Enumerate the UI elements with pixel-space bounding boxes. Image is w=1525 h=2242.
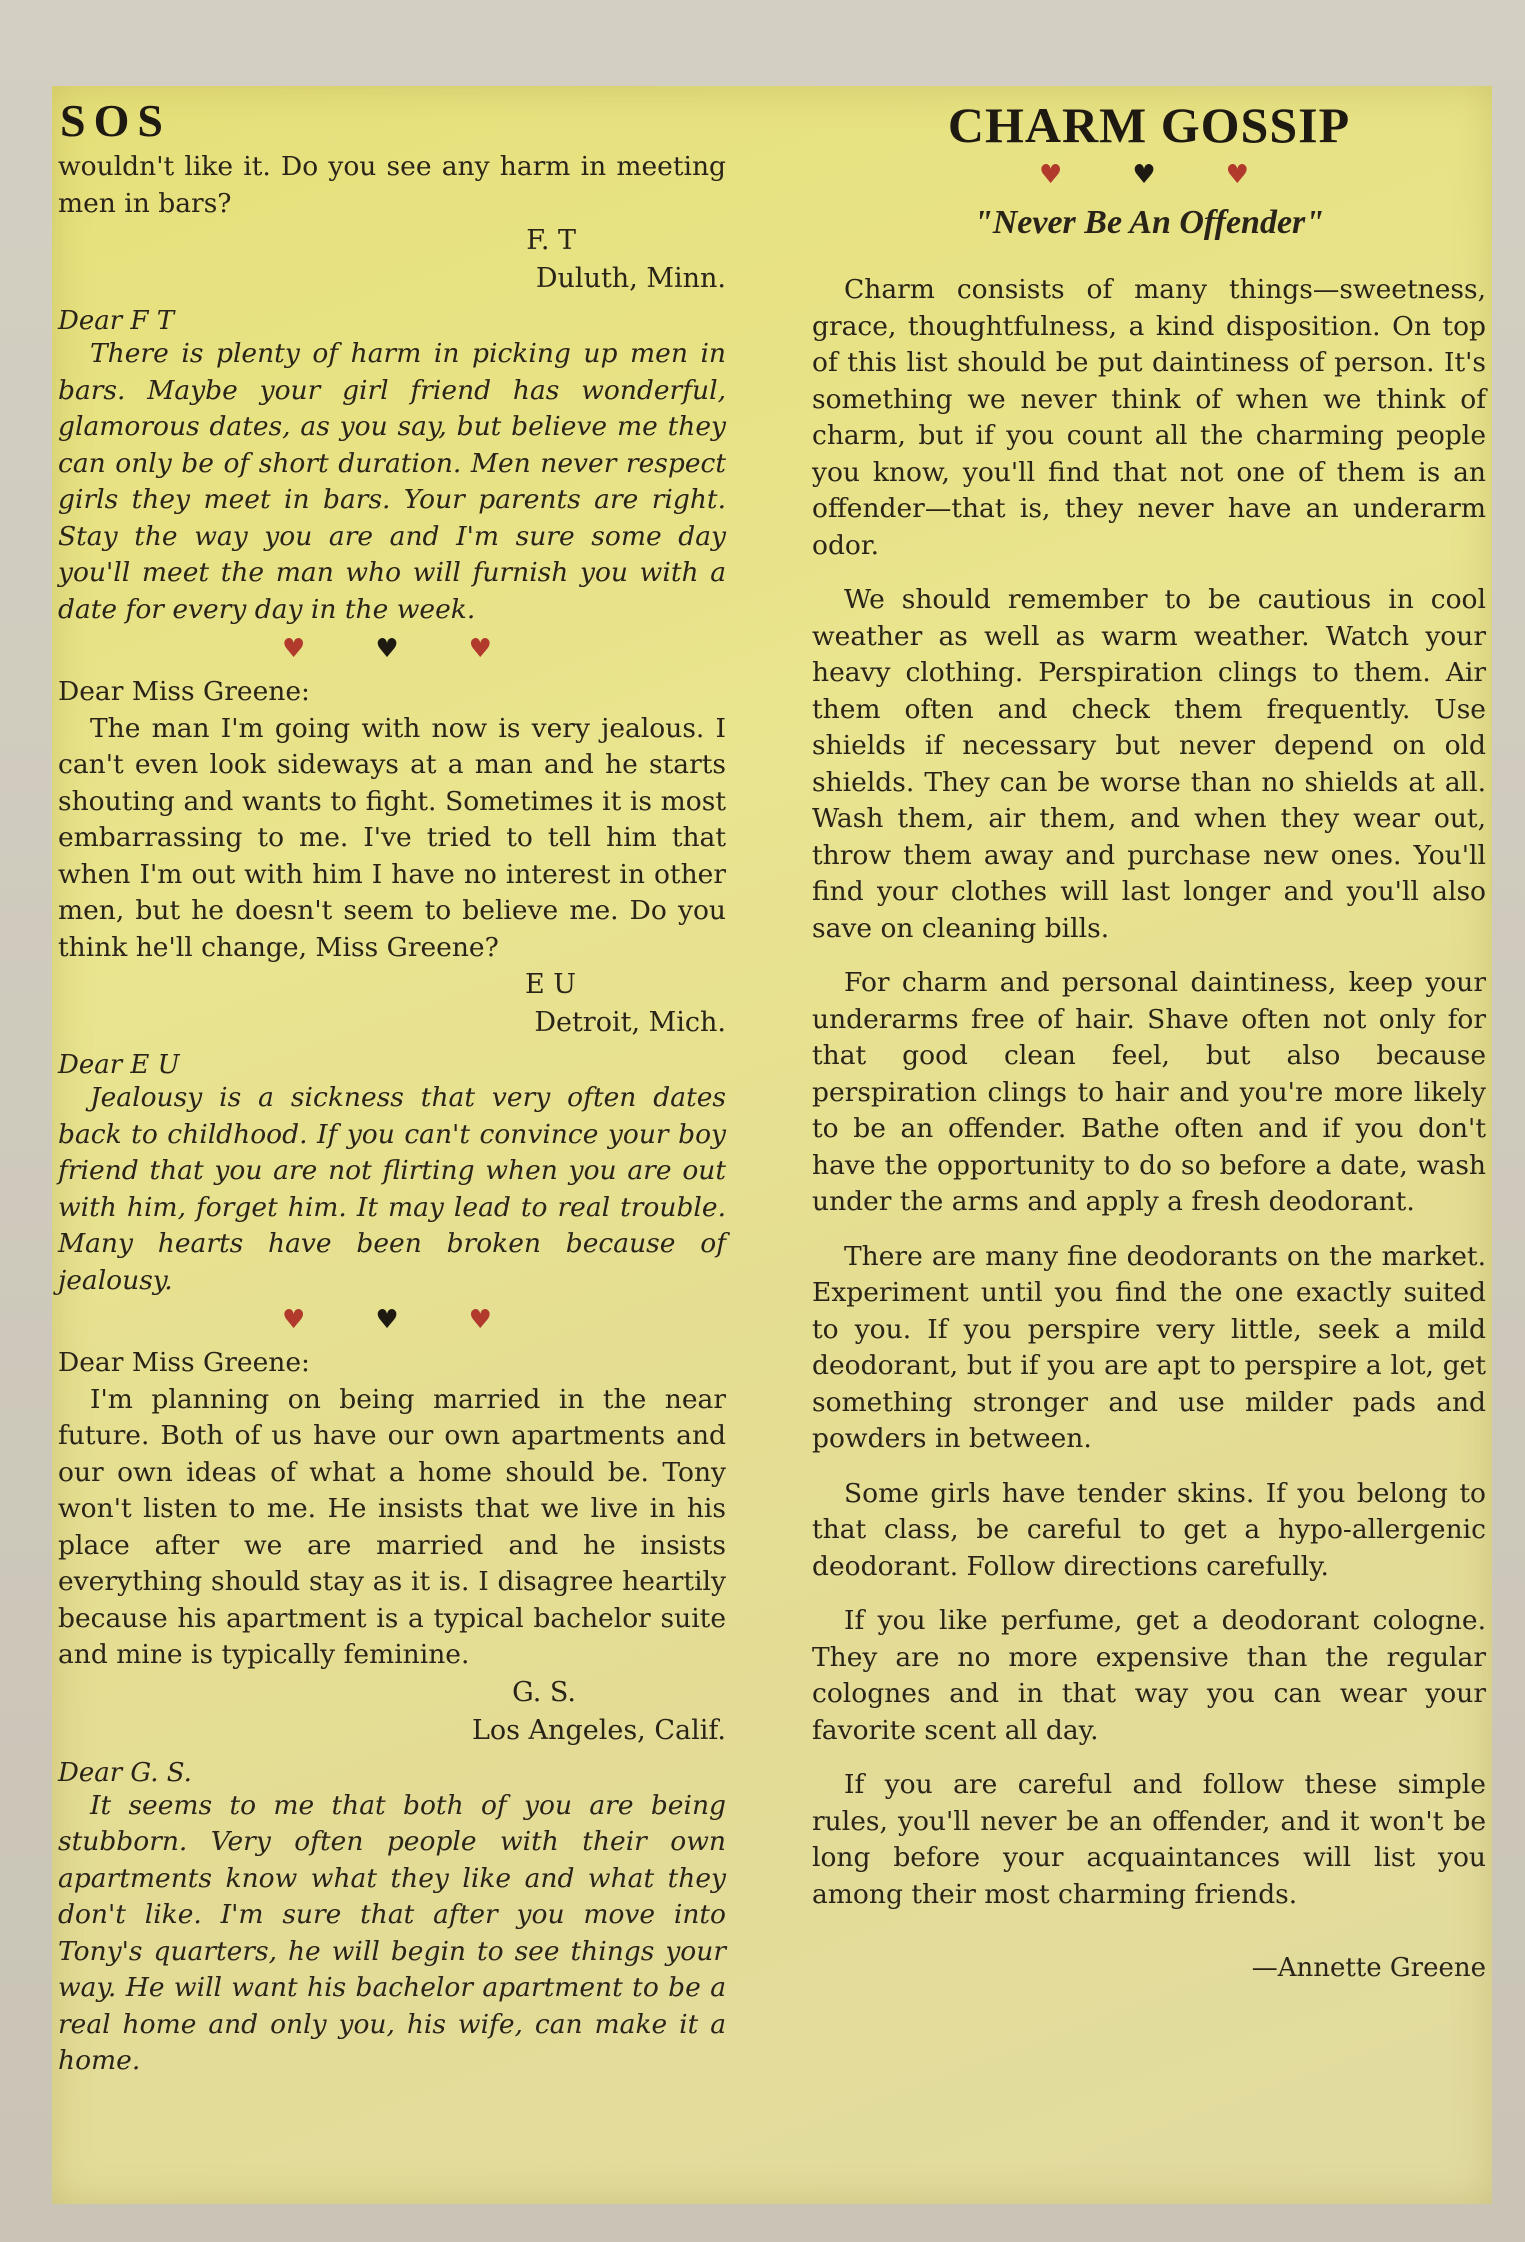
signature-1 [58,222,726,298]
heart-icon: ♥ [468,1305,562,1335]
author-byline: —Annette Greene [1251,1953,1486,1983]
heart-icon: ♥ [375,1305,469,1335]
sig3-place: Los Angeles, Calif. [471,1714,726,1746]
letter1-tail: wouldn't like it. Do you see any harm in meeting men in bars? [58,151,726,219]
letter2-salutation: Dear Miss Greene: [58,676,310,707]
heart-icon: ♥ [468,634,562,664]
article-paragraph: We should remember to be cautious in cool weather as well as warm weather. Watch your heavy clothing. Perspiration clings to them. Air them often and check them frequently. Use shields if necessary but never depend on old shields. They can be worse than no shields at all. Wash them, air them, and when they wear out, throw them away and purchase new ones. You'll find your clothes will last longer and you'll also save on cleaning bills. [812,584,1486,944]
sig1-place: Duluth, Minn. [535,263,726,294]
letter2-body: The man I'm going with now is very jealous. I can't even look sideways at a man and he starts shouting and wants to fight. Sometimes it is most embarrassing to me. I've tried to tell him that when I'm out with him I have no interest in other men, but he doesn't seem to believe me. Do you think he'll change, Miss Greene? [58,712,726,963]
reply1-body: There is plenty of harm in picking up men in bars. Maybe your girl friend has wonderful, glamorous dates, as you say, but believe me they can only be of short duration. Men never respect girls they meet in bars. Your parents are right. Stay the way you are and I'm sure some day you'll meet the man who will furnish you with a date for every day in the week. [58,338,726,625]
reply2-body: Jealousy is a sickness that very often dates back to childhood. If you can't convince your boy friend that you are not flirting when you are out with him, forget him. It may lead to real trouble. Many hearts have been broken because of jealousy. [58,1082,726,1296]
sig2-name: E U [524,969,576,1000]
sig1-name: F. T [526,225,576,256]
reply3-body: It seems to me that both of you are being stubborn. Very often people with their own apartments know what they like and what they don't like. I'm sure that after you move into Tony's quarters, he will begin to see things your way. He will want his bachelor apartment to be a real home and only you, his wife, can make it a home. [58,1789,726,2076]
heart-icon: ♥ [375,634,469,664]
heart-icon: ♥ [1039,160,1133,190]
signature-3 [58,1674,726,1750]
letter3-body: I'm planning on being married in the near future. Both of us have our own apartments and our own ideas of what a home should be. Tony won't listen to me. He insists that we live in his place after we are married and he insists everything should stay as it is. I disagree heartily because his apartment is a typical bachelor suite and mine is typically feminine. [58,1383,726,1670]
heart-icon: ♥ [1132,160,1226,190]
charm-gossip-title: CHARM GOSSIP [947,97,1351,153]
reply1-salutation: Dear F T [58,306,175,336]
sig3-name: G. S. [512,1676,576,1708]
article-paragraph: For charm and personal daintiness, keep your underarms free of hair. Shave often not only for that good clean feel, but also because perspiration clings to hair and you're more likely to be an offender. Bathe often and if you don't have the opportunity to do so before a date, wash under the arms and apply a fresh deodorant. [812,967,1486,1217]
heart-icon: ♥ [1225,160,1319,190]
heart-icon: ♥ [282,634,376,664]
heart-divider-2 [118,1305,726,1335]
reply2-salutation: Dear E U [58,1050,180,1080]
sig2-place: Detroit, Mich. [534,1007,726,1038]
article-subtitle: "Never Be An Offender" [973,204,1325,241]
article-paragraph: Some girls have tender skins. If you belong to that class, be careful to get a hypo-allergenic deodorant. Follow directions carefully. [812,1477,1486,1582]
article-paragraph: If you like perfume, get a deodorant cologne. They are no more expensive than the regular colognes and in that way you can wear your favorite scent all day. [812,1605,1486,1746]
reply3-salutation: Dear G. S. [58,1757,192,1788]
sos-title: SOS [60,95,171,146]
signature-2 [58,966,726,1042]
heart-icon: ♥ [282,1305,376,1335]
heart-divider-top [872,160,1486,190]
heart-divider-1 [118,634,726,664]
yellow-panel [52,86,1492,2204]
charm-gossip-column [812,86,1492,1983]
article-paragraph: There are many fine deodorants on the market. Experiment until you find the one exactly suited to you. If you perspire very little, seek a mild deodorant, but if you are apt to perspire a lot, get something stronger and use milder pads and powders in between. [812,1240,1486,1454]
article-paragraph: If you are careful and follow these simple rules, you'll never be an offender, and it won't be long before your acquaintances will list you among their most charming friends. [812,1769,1486,1910]
letter3-salutation: Dear Miss Greene: [58,1347,310,1378]
sos-column [52,86,732,2080]
article-paragraph: Charm consists of many things—sweetness, grace, thoughtfulness, a kind disposition. On top of this list should be put daintiness of person. It's something we never think of when we think of charm, but if you count all the charming people you know, you'll find that not one of them is an offender—that is, they never have an underarm odor. [812,274,1486,561]
